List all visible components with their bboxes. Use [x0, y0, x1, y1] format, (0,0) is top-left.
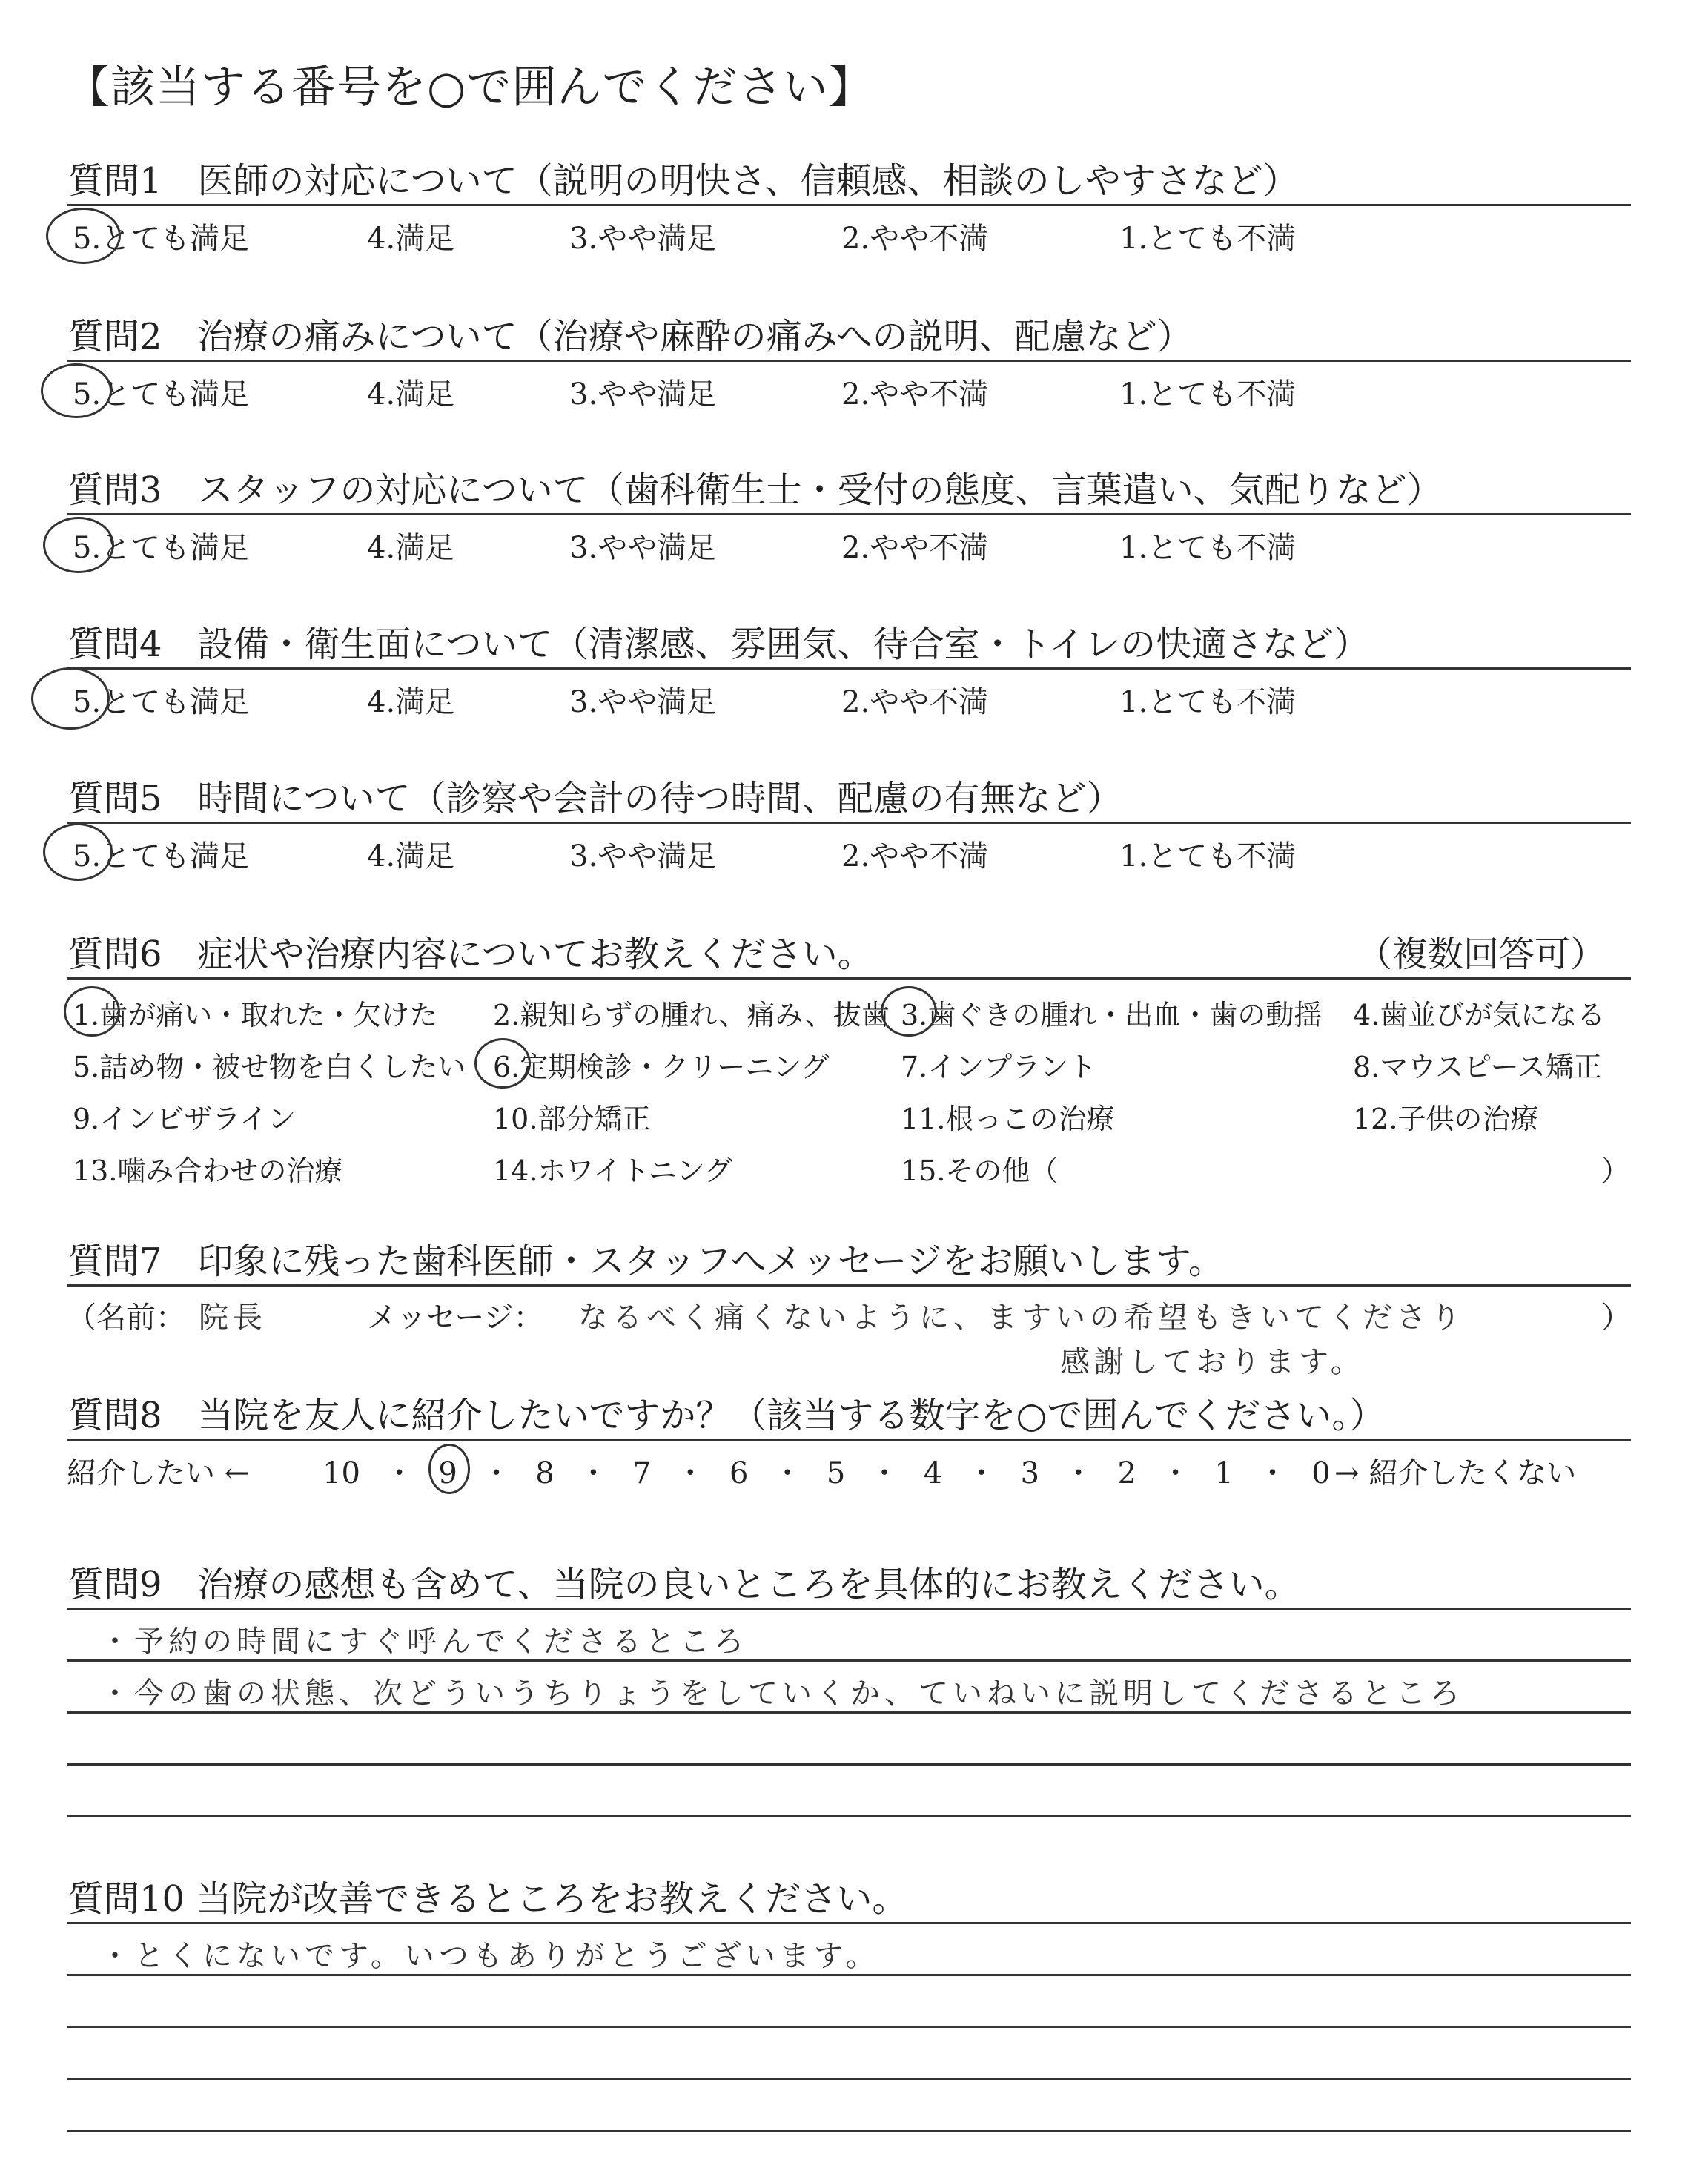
question-1-rule: [67, 204, 1631, 206]
question-4-rule: [67, 667, 1631, 670]
q2-option-2[interactable]: 2.やや不満: [841, 377, 989, 412]
q7-name-label: （名前：: [67, 1301, 185, 1335]
q6-option-4[interactable]: 4.歯並びが気になる: [1353, 999, 1606, 1031]
q1-option-5[interactable]: 5.とても満足: [73, 222, 250, 256]
question-3-rule: [67, 513, 1631, 515]
q2-option-1[interactable]: 1.とても不満: [1119, 377, 1297, 412]
q1-option-2[interactable]: 2.やや不満: [841, 222, 989, 256]
q9-answer-line-4: [67, 1763, 1631, 1766]
question-4-title: 質問4 設備・衛生面について（清潔感、雰囲気、待合室・トイレの快適さなど）: [68, 624, 1370, 665]
question-2-rule: [67, 360, 1631, 362]
q6-option-6[interactable]: 6.定期検診・クリーニング: [493, 1051, 830, 1083]
question-7-rule: [67, 1284, 1631, 1287]
question-6-title: 質問6 症状や治療内容についてお教えください。: [68, 934, 873, 975]
q3-option-4[interactable]: 4.満足: [367, 531, 455, 565]
q3-option-1[interactable]: 1.とても不満: [1119, 531, 1297, 565]
q1-option-4[interactable]: 4.満足: [367, 222, 455, 256]
question-8-title: 質問8 当院を友人に紹介したいですか？（該当する数字を○で囲んでください。）: [68, 1395, 1386, 1436]
q7-message-line1[interactable]: なるべく痛くないように、ますいの希望もきいてくださり: [578, 1301, 1465, 1335]
q4-option-1[interactable]: 1.とても不満: [1119, 685, 1297, 719]
q1-option-3[interactable]: 3.やや満足: [569, 222, 717, 256]
q6-selection-circle-6: [474, 1038, 531, 1089]
question-8-rule: [67, 1439, 1631, 1441]
q7-close-paren: ）: [1601, 1301, 1631, 1335]
question-5-rule: [67, 822, 1631, 824]
q6-option-3[interactable]: 3.歯ぐきの腫れ・出血・歯の動揺: [901, 999, 1323, 1031]
q10-answer-1[interactable]: ・とくにないです。いつもありがとうございます。: [100, 1939, 880, 1973]
q6-option-9[interactable]: 9.インビザライン: [73, 1103, 297, 1135]
q6-option-10[interactable]: 10.部分矯正: [493, 1103, 651, 1135]
q5-option-1[interactable]: 1.とても不満: [1119, 839, 1297, 873]
q7-name-value[interactable]: 院長: [199, 1301, 267, 1335]
q6-option-12[interactable]: 12.子供の治療: [1353, 1103, 1539, 1135]
q4-selection-circle: [31, 667, 110, 730]
q3-option-3[interactable]: 3.やや満足: [569, 531, 717, 565]
q7-message-line2[interactable]: 感謝しております。: [1060, 1345, 1365, 1379]
q5-option-2[interactable]: 2.やや不満: [841, 839, 989, 873]
q4-option-3[interactable]: 3.やや満足: [569, 685, 717, 719]
page-title: 【該当する番号を○で囲んでください】: [65, 62, 874, 113]
q9-answer-line-2: [67, 1659, 1631, 1662]
q6-selection-circle-1: [64, 986, 120, 1037]
question-6-note: （複数回答可）: [1357, 934, 1606, 975]
q1-option-1[interactable]: 1.とても不満: [1119, 222, 1297, 256]
question-3-title: 質問3 スタッフの対応について（歯科衛生士・受付の態度、言葉遣い、気配りなど）: [68, 469, 1443, 511]
q9-answer-line-5: [67, 1815, 1631, 1817]
q6-other-close-paren: ）: [1601, 1155, 1630, 1187]
q10-answer-line-1: [67, 1922, 1631, 1924]
q5-option-3[interactable]: 3.やや満足: [569, 839, 717, 873]
q3-option-5[interactable]: 5.とても満足: [73, 531, 250, 565]
q4-option-4[interactable]: 4.満足: [367, 685, 455, 719]
q8-scale[interactable]: 10 ・ 9 ・ 8 ・ 7 ・ 6 ・ 5 ・ 4 ・ 3 ・ 2 ・ 1 ・ 0: [322, 1456, 1331, 1490]
q6-option-11[interactable]: 11.根っこの治療: [901, 1103, 1115, 1135]
q4-option-2[interactable]: 2.やや不満: [841, 685, 989, 719]
q6-option-2[interactable]: 2.親知らずの腫れ、痛み、抜歯: [493, 999, 890, 1031]
q5-option-5[interactable]: 5.とても満足: [73, 839, 250, 873]
q8-left-label: 紹介したい ←: [67, 1456, 250, 1490]
q6-option-1[interactable]: 1.歯が痛い・取れた・欠けた: [73, 999, 438, 1031]
q10-answer-line-5: [67, 2130, 1631, 2132]
q9-answer-line-3: [67, 1711, 1631, 1714]
q5-option-4[interactable]: 4.満足: [367, 839, 455, 873]
q9-answer-line-1: [67, 1608, 1631, 1610]
q2-selection-circle: [41, 363, 112, 418]
q7-message-label: メッセージ：: [367, 1301, 543, 1335]
q6-option-15[interactable]: 15.その他（: [901, 1155, 1059, 1187]
question-5-title: 質問5 時間について（診察や会計の待つ時間、配慮の有無など）: [68, 778, 1122, 819]
q10-answer-line-4: [67, 2078, 1631, 2080]
q3-selection-circle: [43, 517, 114, 573]
question-10-title: 質問10 当院が改善できるところをお教えください。: [68, 1878, 908, 1920]
question-1-title: 質問1 医師の対応について（説明の明快さ、信頼感、相談のしやすさなど）: [68, 160, 1299, 202]
q4-option-5[interactable]: 5.とても満足: [73, 685, 250, 719]
question-9-title: 質問9 治療の感想も含めて、当院の良いところを具体的にお教えください。: [68, 1564, 1300, 1605]
q6-option-13[interactable]: 13.噛み合わせの治療: [73, 1155, 343, 1187]
q1-selection-circle: [46, 208, 121, 264]
q10-answer-line-3: [67, 2026, 1631, 2028]
q5-selection-circle: [43, 823, 113, 881]
q3-option-2[interactable]: 2.やや不満: [841, 531, 989, 565]
q6-option-8[interactable]: 8.マウスピース矯正: [1353, 1051, 1602, 1083]
q6-option-14[interactable]: 14.ホワイトニング: [493, 1155, 733, 1187]
q8-selection-circle: [428, 1444, 470, 1494]
q9-answer-1[interactable]: ・予約の時間にすぐ呼んでくださるところ: [100, 1625, 748, 1659]
q6-selection-circle-3: [881, 986, 937, 1037]
q2-option-4[interactable]: 4.満足: [367, 377, 455, 412]
q10-answer-line-2: [67, 1974, 1631, 1976]
q8-right-label: → 紹介したくない: [1334, 1456, 1577, 1490]
question-7-title: 質問7 印象に残った歯科医師・スタッフへメッセージをお願いします。: [68, 1241, 1224, 1282]
q9-answer-2[interactable]: ・今の歯の状態、次どういうちりょうをしていくか、ていねいに説明してくださるところ: [100, 1677, 1464, 1711]
q6-option-7[interactable]: 7.インプラント: [901, 1051, 1097, 1083]
q2-option-3[interactable]: 3.やや満足: [569, 377, 717, 412]
question-2-title: 質問2 治療の痛みについて（治療や麻酔の痛みへの説明、配慮など）: [68, 316, 1193, 357]
question-6-rule: [67, 977, 1631, 980]
q6-option-5[interactable]: 5.詰め物・被せ物を白くしたい: [73, 1051, 466, 1083]
q2-option-5[interactable]: 5.とても満足: [73, 377, 250, 412]
